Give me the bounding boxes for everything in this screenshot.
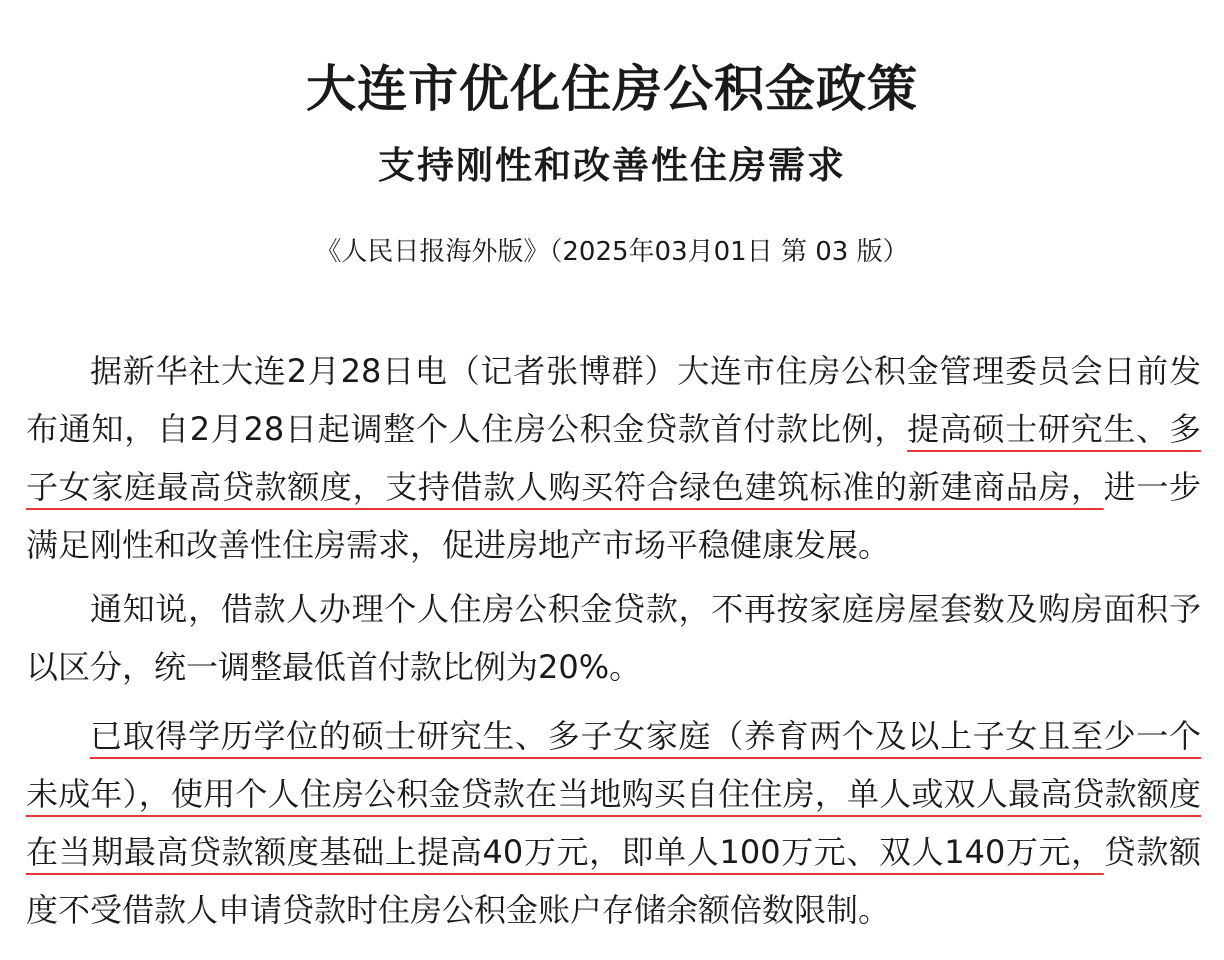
article-subtitle: 支持刚性和改善性住房需求 [378, 144, 846, 187]
paragraph-2 [26, 580, 1201, 696]
paragraph-2-text: 通知说，借款人办理个人住房公积金贷款，不再按家庭房屋套数及购房面积予以区分，统一调整最低首付款比例为20%。 [26, 590, 1201, 686]
paragraph-3-text-after: 贷款额度不受借款人申请贷款时住房公积金账户存储余额倍数限制。 [26, 833, 1201, 929]
paragraph-3 [26, 707, 1201, 939]
paragraph-1-text-after: 进一步满足刚性和改善性住房需求，促进房地产市场平稳健康发展。 [26, 468, 1201, 564]
paragraph-1-highlight: 提高硕士研究生、多子女家庭最高贷款额度，支持借款人购买符合绿色建筑标准的新建商品房， [26, 410, 1201, 506]
article-title: 大连市优化住房公积金政策 [306, 60, 918, 118]
article-source: 《人民日报海外版》（2025年03月01日 第 03 版） [315, 237, 909, 267]
paragraph-3-highlight: 已取得学历学位的硕士研究生、多子女家庭（养育两个及以上子女且至少一个未成年），使用个人住房公积金贷款在当地购买自住住房，单人或双人最高贷款额度在当期最高贷款额度基础上提高40万元，即单人100万元、双人140万元， [26, 717, 1201, 871]
paragraph-1 [26, 342, 1201, 574]
paragraph-1-text-before: 据新华社大连2月28日电（记者张博群）大连市住房公积金管理委员会日前发布通知，自2月28日起调整个人住房公积金贷款首付款比例， [26, 352, 1201, 448]
